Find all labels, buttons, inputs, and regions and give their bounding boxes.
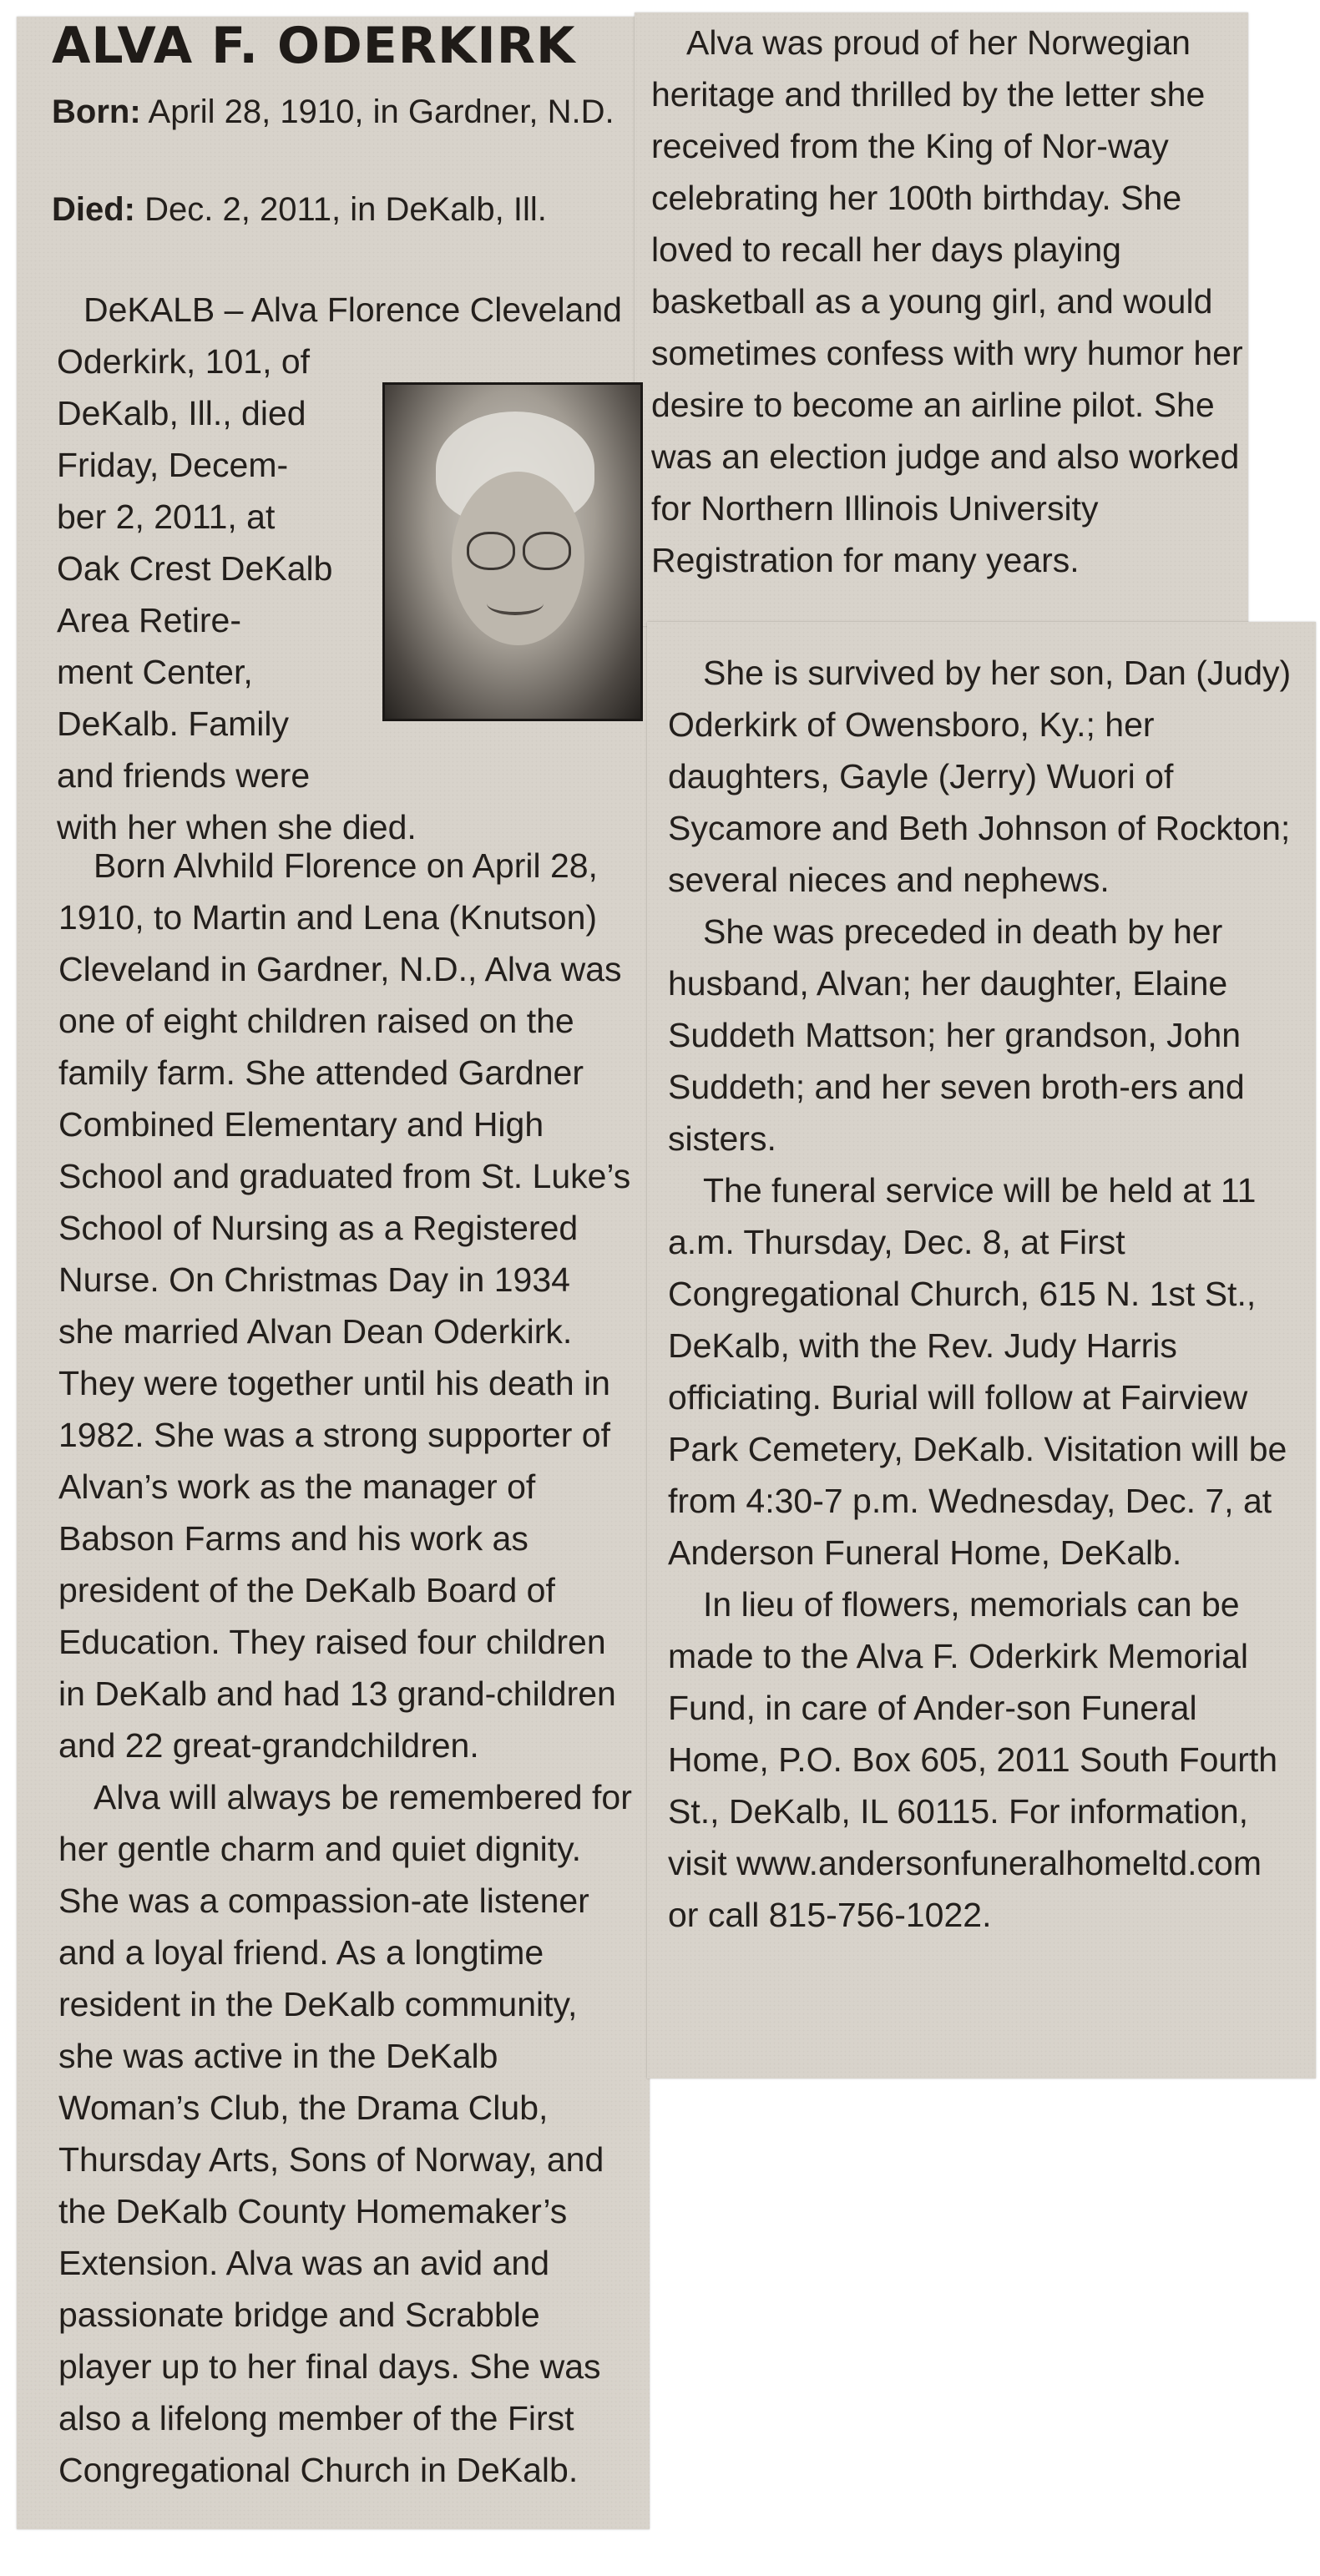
obituary-headline: ALVA F. ODERKIRK [52, 17, 576, 75]
intro-narrow-line: ber 2, 2011, at [57, 498, 276, 536]
paragraph-preceded-by: She was preceded in death by her husband, Alvan; her daughter, Elaine Suddeth Mattson; her grandson, John Suddeth; and her seven broth-ers and sisters. [668, 912, 1245, 1158]
left-column-body [58, 840, 635, 2496]
paragraph-early-life: Born Alvhild Florence on April 28, 1910, to Martin and Lena (Knutson) Cleveland in Gardner, N.D., Alva was one of eight children raised on the family farm. She attended Gardner Combined Elementary and High School and graduated from St. Luke’s School of Nursing as a Registered Nurse. On Christmas Day in 1934 she married Alvan Dean Oderkirk. They were together until his death in 1982. She was a strong supporter of Alvan’s work as the manager of Babson Farms and his work as president of the DeKalb Board of Education. They raised four children in DeKalb and had 13 grand-children and 22 great-grandchildren. [58, 846, 631, 1765]
intro-narrow-line: ment Center, [57, 653, 253, 691]
portrait-photo [382, 382, 643, 721]
paragraph-memorials: In lieu of flowers, memorials can be made to the Alva F. Oderkirk Memorial Fund, in care of Ander-son Funeral Home, P.O. Box 605, 2011 South Fourth St., DeKalb, IL 60115. For information, visit www.andersonfuneralhomeltd.com or call 815-756-1022. [668, 1585, 1278, 1934]
paragraph-remembered: Alva will always be remembered for her gentle charm and quiet dignity. She was a compassion-ate listener and a loyal friend. As a longtime resident in the DeKalb community, she was active in the DeKalb Woman’s Club, the Drama Club, Thursday Arts, Sons of Norway, and the DeKalb County Homemaker’s Extension. Alva was an avid and passionate bridge and Scrabble player up to her final days. She was also a lifelong member of the First Congregational Church in DeKalb. [58, 1778, 632, 2489]
portrait-glasses-left [467, 532, 515, 570]
intro-narrow-line: Oderkirk, 101, of [57, 342, 311, 381]
died-text: Dec. 2, 2011, in DeKalb, Ill. [144, 191, 547, 228]
paragraph-survived-by: She is survived by her son, Dan (Judy) Oderkirk of Owensboro, Ky.; her daughters, Gayle (Jerry) Wuori of Sycamore and Beth Johnson of Rockton; several nieces and nephews. [668, 654, 1292, 899]
intro-narrow-line: DeKalb. Family [57, 705, 289, 743]
intro-line: DeKALB – Alva Florence Cleveland [83, 290, 622, 329]
intro-narrow-line: Oak Crest DeKalb [57, 549, 333, 588]
paragraph-funeral-service: The funeral service will be held at 11 a.m. Thursday, Dec. 8, at First Congregational Church, 615 N. 1st St., DeKalb, with the Rev. Judy Harris officiating. Burial will follow at Fairview Park Cemetery, DeKalb. Visitation will be from 4:30-7 p.m. Wednesday, Dec. 7, at Anderson Funeral Home, DeKalb. [668, 1171, 1287, 1572]
born-label: Born: [52, 93, 141, 130]
born-text: April 28, 1910, in Gardner, N.D. [148, 93, 614, 130]
intro-narrow-line: Friday, Decem- [57, 446, 289, 484]
paragraph-heritage: Alva was proud of her Norwegian heritage and thrilled by the letter she received from the King of Nor-way celebrating her 100th birthday. She loved to recall her days playing basketball as a young girl, and would sometimes confess with wry humor her desire to become an airline pilot. She was an election judge and also worked for Northern Illinois University Registration for many years. [651, 23, 1243, 579]
portrait-glasses-right [523, 532, 571, 570]
died-label: Died: [52, 191, 135, 228]
right-column-top [651, 17, 1244, 586]
died-line [52, 188, 628, 231]
intro-narrow-line: and friends were [57, 756, 311, 795]
portrait-smile [487, 592, 543, 615]
right-column-bottom [668, 647, 1298, 1941]
intro-narrow-line: DeKalb, Ill., died [57, 394, 306, 432]
born-line [52, 90, 628, 134]
intro-narrow-line: Area Retire- [57, 601, 242, 639]
intro-tail-line: with her when she died. [57, 808, 417, 846]
